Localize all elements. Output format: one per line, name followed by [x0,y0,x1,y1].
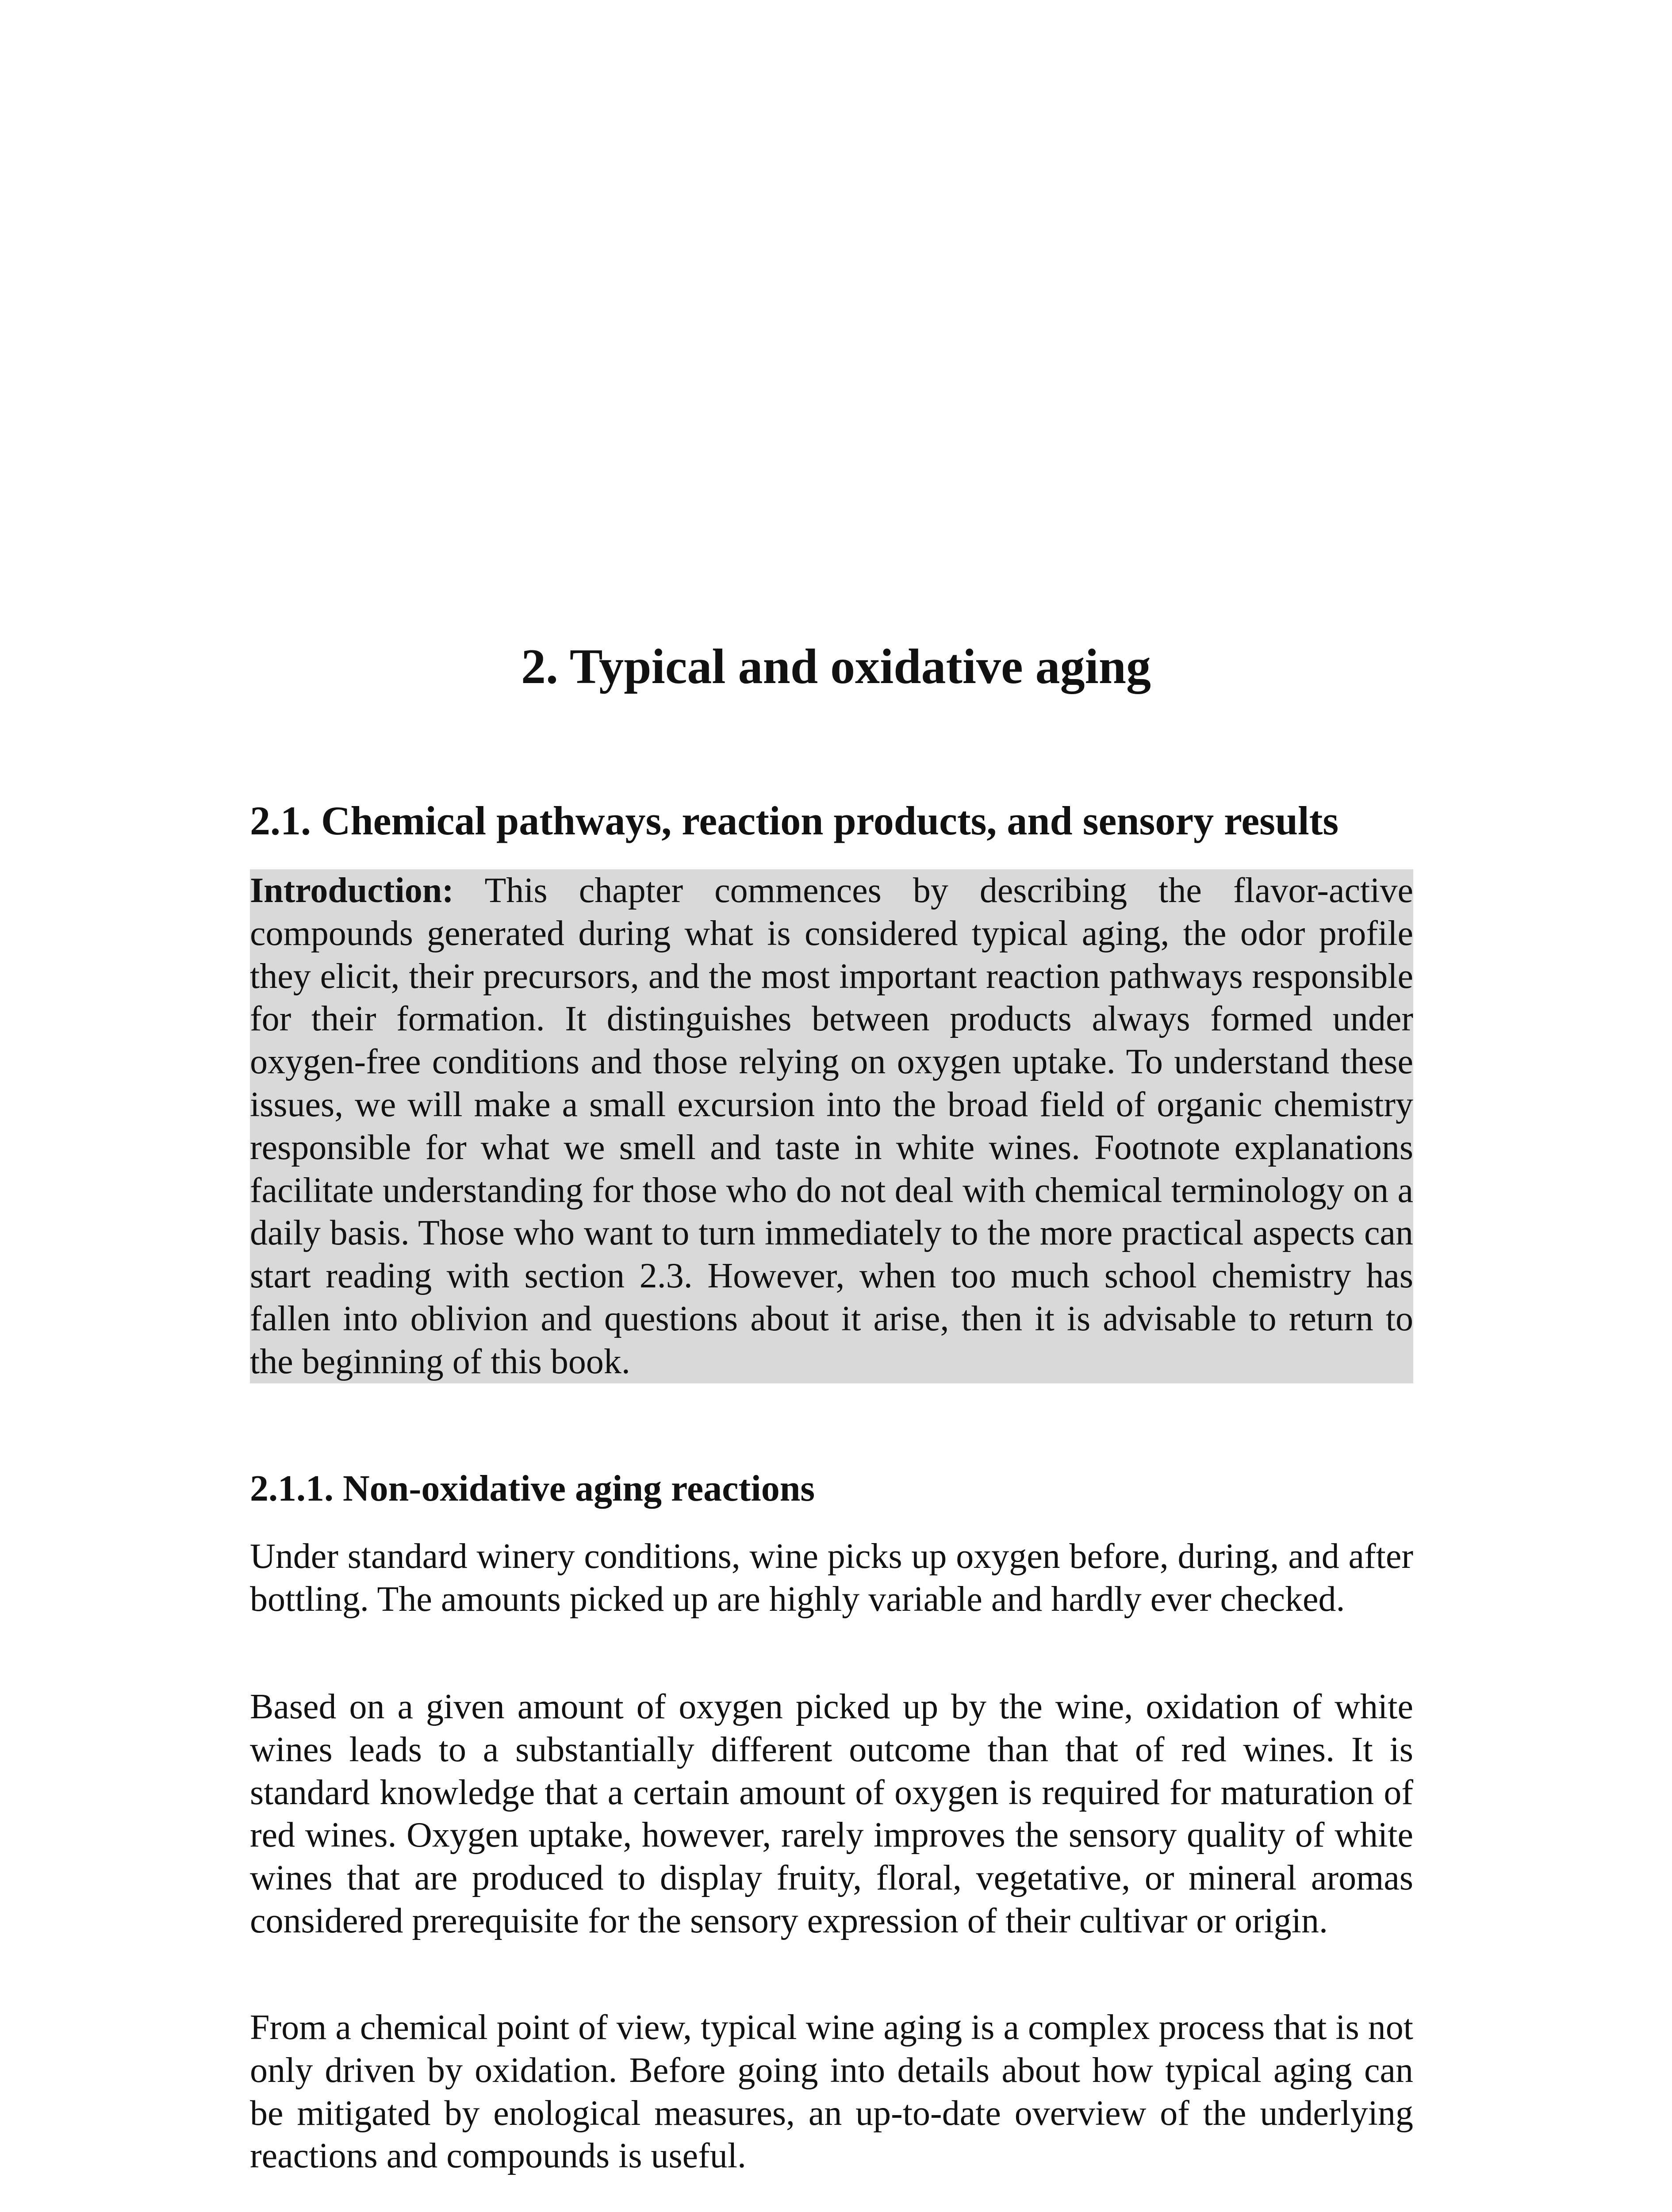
chapter-title: 2. Typical and oxidative aging [521,639,1151,694]
introduction-label: Introduction: [250,871,454,910]
introduction-box [250,869,1413,1383]
body-paragraph-2: Based on a given amount of oxygen picked up by the wine, oxidation of white wines leads to a substantially different outcome than that of red wines. It is standard knowledge that a certain amount of oxygen is required for maturation of red wines. Oxygen uptake, however, rarely improves the sensory quality of white wines that are produced to display fruity, floral, vegetative, or mineral aromas considered prerequisite for the sensory expression of their cultivar or origin. [250,1687,1413,1940]
subsection-heading: 2.1.1. Non-oxidative aging reactions [250,1468,815,1509]
introduction-text: This chapter commences by describing the flavor-active compounds generated during what is considered typical aging, the odor profile they elicit, their precursors, and the most important reaction pathways responsible for their formation. It distinguishes between products always formed under oxygen-free conditions and those relying on oxygen uptake. To understand these issues, we will make a small excursion into the broad field of organic chemistry responsible for what we smell and taste in white wines. Footnote explanations facilitate understanding for those who do not deal with chemical terminology on a daily basis. Those who want to turn immediately to the more practical aspects can start reading with section 2.3. However, when too much school chemistry has fallen into oblivion and questions about it arise, then it is advisable to return to the beginning of this book. [250,871,1413,1381]
body-paragraph-1: Under standard winery conditions, wine picks up oxygen before, during, and after bottling. The amounts picked up are highly variable and hardly ever checked. [250,1537,1413,1619]
body-paragraph-3: From a chemical point of view, typical wine aging is a complex process that is not only driven by oxidation. Before going into details about how typical aging can be mitigated by enological measures, an up-to-date overview of the underlying reactions and compounds is useful. [250,2008,1413,2176]
section-heading: 2.1. Chemical pathways, reaction products, and sensory results [250,798,1339,843]
